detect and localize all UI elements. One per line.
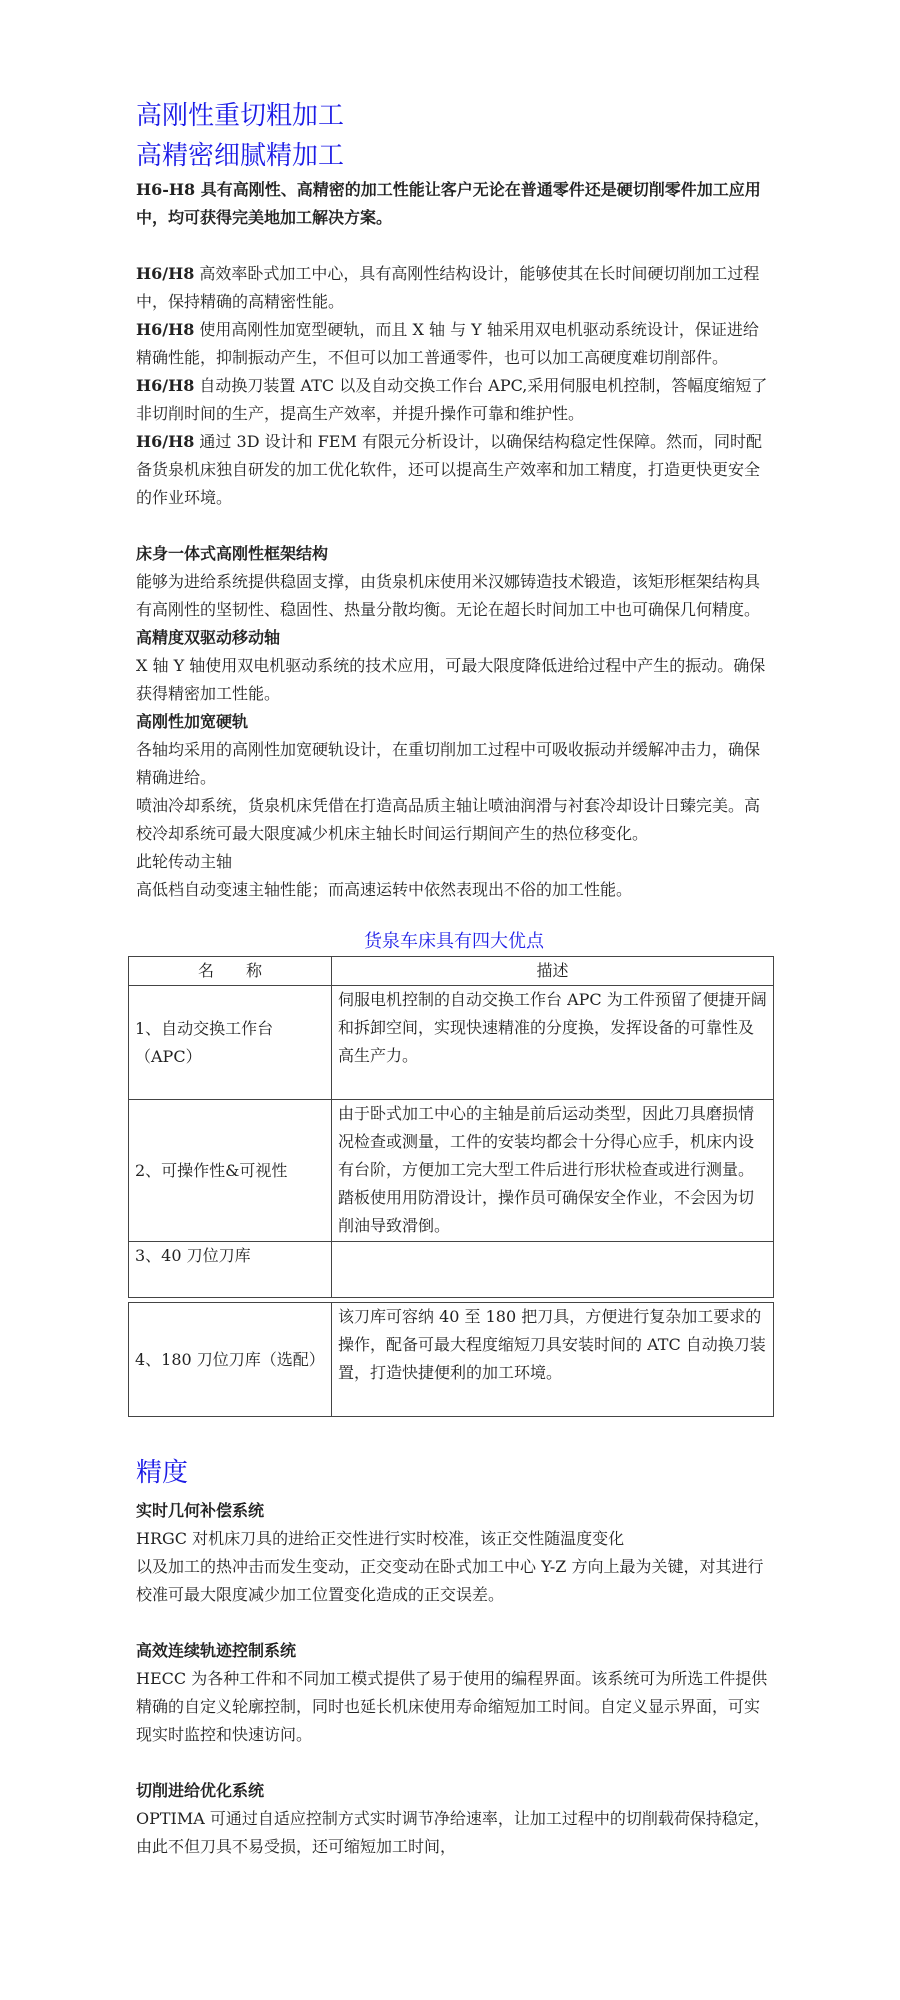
model-label: H6/H8 <box>136 264 195 283</box>
row-description <box>332 1242 774 1298</box>
cooling-text: 喷油冷却系统，货泉机床凭借在打造高品质主轴让喷油润滑与衬套冷却设计日臻完美。高校冷却系统可最大限度减少机床主轴长时间运行期间产生的热位移变化。 <box>136 796 761 843</box>
feature-title-frame: 床身一体式高刚性框架结构 <box>136 544 329 563</box>
advantages-table <box>128 956 774 1298</box>
feature-text-hard-rail: 各轴均采用的高刚性加宽硬轨设计，在重切削加工过程中可吸收振动并缓解冲击力，确保精确进给。 <box>136 740 761 787</box>
table-row <box>129 1100 774 1242</box>
row-name: 2、可操作性&可视性 <box>129 1100 332 1242</box>
precision-title-hecc: 高效连续轨迹控制系统 <box>136 1641 297 1660</box>
model-label: H6/H8 <box>136 376 195 395</box>
precision-text-hrgc-1: HRGC 对机床刀具的进给正交性进行实时校准，该正交性随温度变化 <box>136 1529 625 1548</box>
precision-text-hecc: HECC 为各种工件和不同加工模式提供了易于使用的编程界面。该系统可为所选工件提供精确的自定义轮廓控制，同时也延长机床使用寿命缩短加工时间。自定义显示界面，可实现实时监控和快速访问。 <box>136 1669 768 1744</box>
paragraph-3: H6/H8 自动换刀装置 ATC 以及自动交换工作台 APC,采用伺服电机控制，答幅度缩短了非切削时间的生产，提高生产效率，并提升操作可靠和维护性。 <box>136 376 768 423</box>
row-description: 由于卧式加工中心的主轴是前后运动类型，因此刀具磨损情况检查或测量，工件的安装均都会十分得心应手，机床内设有台阶，方便加工完大型工件后进行形状检查或进行测量。踏板使用用防滑设计，操作员可确保安全作业，不会因为切削油导致滑倒。 <box>332 1100 774 1242</box>
document-content <box>136 96 772 1861</box>
spindle-text: 高低档自动变速主轴性能；而高速运转中依然表现出不俗的加工性能。 <box>136 880 633 899</box>
header-description: 描述 <box>332 957 774 986</box>
table-row <box>129 1242 774 1298</box>
heading-heavy-cutting: 高刚性重切粗加工 <box>136 101 345 131</box>
spindle-title: 此轮传动主轴 <box>136 852 233 871</box>
precision-text-optima: OPTIMA 可通过自适应控制方式实时调节净给速率，让加工过程中的切削载荷保持稳定，由此不但刀具不易受损，还可缩短加工时间， <box>136 1809 770 1856</box>
table-row <box>129 1303 774 1417</box>
table-row <box>129 986 774 1100</box>
model-label: H6/H8 <box>136 320 195 339</box>
header-name: 名 称 <box>129 957 332 986</box>
feature-text-dual-drive: X 轴 Y 轴使用双电机驱动系统的技术应用，可最大限度降低进给过程中产生的振动。确保获得精密加工性能。 <box>136 656 766 703</box>
row-description: 该刀库可容纳 40 至 180 把刀具，方便进行复杂加工要求的操作，配备可最大程度缩短刀具安装时间的 ATC 自动换刀装置，打造快捷便利的加工环境。 <box>332 1303 774 1417</box>
heading-precision: 精度 <box>136 1458 189 1488</box>
table-title: 货泉车床具有四大优点 <box>364 931 544 952</box>
paragraph-1: H6/H8 高效率卧式加工中心，具有高刚性结构设计，能够使其在长时间硬切削加工过程中，保持精确的高精密性能。 <box>136 264 760 311</box>
feature-text-frame: 能够为进给系统提供稳固支撑，由货泉机床使用米汉娜铸造技术锻造，该矩形框架结构具有高刚性的坚韧性、稳固性、热量分散均衡。无论在超长时间加工中也可确保几何精度。 <box>136 572 761 619</box>
precision-text-hrgc-2: 以及加工的热冲击而发生变动，正交变动在卧式加工中心 Y-Z 方向上最为关键，对其进行校准可最大限度减少加工位置变化造成的正交误差。 <box>136 1557 764 1604</box>
feature-title-dual-drive: 高精度双驱动移动轴 <box>136 628 281 647</box>
paragraph-2: H6/H8 使用高刚性加宽型硬轨，而且 X 轴 与 Y 轴采用双电机驱动系统设计，保证进给精确性能，抑制振动产生，不但可以加工普通零件，也可以加工高硬度难切削部件。 <box>136 320 759 367</box>
row-name: 4、180 刀位刀库（选配） <box>129 1303 332 1417</box>
feature-title-hard-rail: 高刚性加宽硬轨 <box>136 712 249 731</box>
table-header-row <box>129 957 774 986</box>
model-label: H6/H8 <box>136 432 195 451</box>
intro-paragraph: H6-H8 具有高刚性、高精密的加工性能让客户无论在普通零件还是硬切削零件加工应用中，均可获得完美地加工解决方案。 <box>136 180 761 227</box>
precision-title-optima: 切削进给优化系统 <box>136 1781 265 1800</box>
row-name: 1、自动交换工作台（APC） <box>129 986 332 1100</box>
row-description: 伺服电机控制的自动交换工作台 APC 为工件预留了便捷开阔和拆卸空间，实现快速精准的分度换，发挥设备的可靠性及高生产力。 <box>332 986 774 1100</box>
advantages-table-continued <box>128 1302 774 1417</box>
precision-title-hrgc: 实时几何补偿系统 <box>136 1501 265 1520</box>
paragraph-4: H6/H8 通过 3D 设计和 FEM 有限元分析设计，以确保结构稳定性保障。然而，同时配备货泉机床独自研发的加工优化软件，还可以提高生产效率和加工精度，打造更快更安全的作业环境。 <box>136 432 762 507</box>
row-name: 3、40 刀位刀库 <box>129 1242 332 1298</box>
heading-fine-finishing: 高精密细腻精加工 <box>136 141 345 171</box>
